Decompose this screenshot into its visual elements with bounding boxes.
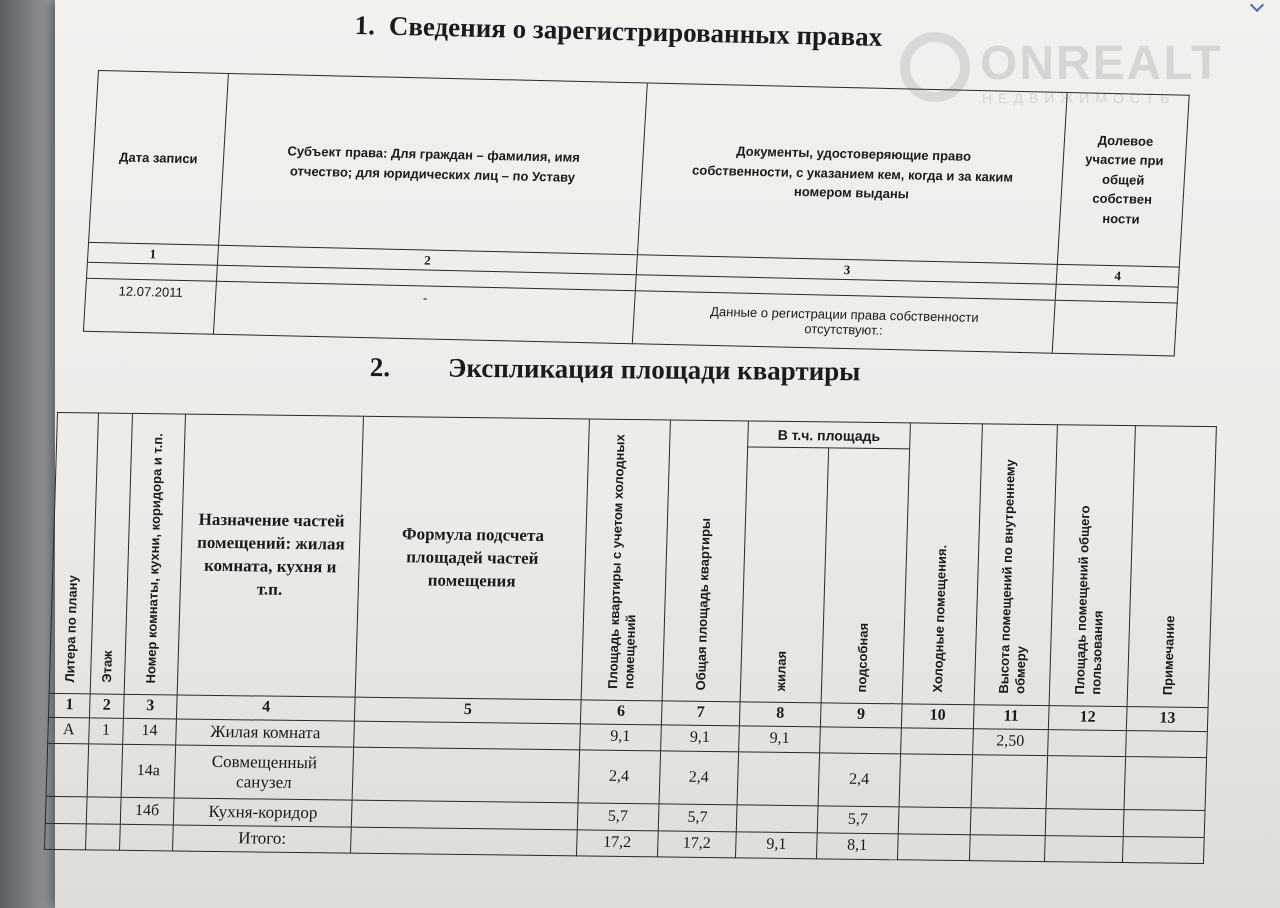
watermark-sub-text: НЕДВИЖИМОСТЬ [982, 90, 1176, 106]
header-purpose: Назначение частей помещений: жилая комната, кухня и т.п. [177, 414, 363, 697]
col-number: 10 [901, 704, 974, 728]
header-auxiliary: подсобная [821, 448, 909, 704]
cell-cold [900, 727, 973, 754]
header-living: жилая [740, 447, 828, 703]
cell-room: 14б [120, 797, 175, 824]
cell-name: Жилая комната [176, 719, 355, 748]
corner-mark-icon [1250, 0, 1264, 12]
total-label: Итого: [173, 824, 352, 853]
col-number: 1 [87, 243, 218, 265]
cell-living: 9,1 [739, 725, 820, 752]
cell-cold [898, 807, 971, 834]
total-living: 9,1 [736, 831, 817, 858]
cell-cold [899, 754, 973, 808]
header-date: Дата записи [89, 71, 229, 246]
col-number: 9 [820, 703, 901, 727]
cell-height: 2,50 [973, 728, 1048, 755]
cell-aux: 2,4 [818, 753, 900, 807]
col-number: 11 [973, 705, 1048, 729]
cell-note [1124, 757, 1206, 811]
row-share [1052, 300, 1177, 356]
header-subject: Субъект права: Для граждан – фамилия, имя отчество; для юридических лиц – по Уставу [218, 73, 647, 255]
cell-aux [820, 726, 901, 753]
cell-total: 2,4 [659, 751, 739, 805]
rights-table [83, 70, 1190, 356]
cell-floor [87, 797, 121, 824]
header-area-with-cold: Площадь квартиры с учетом холодных помещений [581, 419, 670, 701]
col-number: 4 [1056, 265, 1179, 287]
section2-title: Экспликация площади квартиры [447, 352, 861, 387]
cell-living [736, 805, 817, 832]
header-floor: Этаж [91, 413, 132, 694]
cell-common [1045, 809, 1124, 836]
col-number: 8 [740, 702, 821, 726]
row-documents: Данные о регистрации права собственности отсутствуют.: [633, 291, 1056, 353]
section1-number: 1. [354, 10, 376, 41]
cell-area-cold: 2,4 [578, 750, 660, 804]
cell-formula [354, 721, 580, 750]
header-note: Примечание [1127, 426, 1216, 708]
col-number: 3 [637, 255, 1058, 284]
cell-formula [351, 827, 577, 856]
row-date: 12.07.2011 [83, 278, 216, 334]
cell-aux: 5,7 [817, 806, 898, 833]
cell-height [971, 755, 1047, 809]
cell-floor [87, 744, 122, 797]
col-number: 4 [177, 695, 356, 721]
cell-room: 14 [122, 718, 177, 745]
header-incl-area: В т.ч. площадь [748, 421, 910, 449]
col-number: 7 [661, 701, 740, 725]
cell-formula [352, 800, 578, 829]
col-number: 13 [1127, 707, 1209, 731]
cell-formula [352, 747, 579, 803]
cell-litera: А [48, 717, 90, 744]
section2-heading [370, 352, 861, 387]
watermark-main-text: ONREALT [980, 37, 1223, 90]
section1-title: Сведения о зарегистрированных правах [388, 10, 883, 52]
cell-note [1123, 810, 1205, 837]
total-total: 17,2 [657, 830, 736, 857]
cell-living [737, 752, 819, 806]
header-documents: Документы, удостоверяющие право собственности, с указанием кем, когда и за каким номером выданы [638, 83, 1067, 265]
cell-height [970, 808, 1045, 835]
cell-area-cold: 5,7 [577, 803, 658, 830]
cell-total: 9,1 [660, 724, 739, 751]
header-share: Долевое участие при общей собствен ности [1057, 92, 1189, 267]
header-formula: Формула подсчета площадей частей помещения [355, 416, 589, 700]
section2-number: 2. [369, 352, 391, 383]
cell-name: Кухня-коридор [174, 798, 353, 827]
header-common-area: Площадь помещений общего пользования [1049, 425, 1136, 707]
total-aux: 8,1 [816, 832, 897, 859]
col-number: 2 [217, 246, 638, 275]
header-cold: Холодные помещения. [902, 423, 983, 705]
cell-total: 5,7 [658, 804, 737, 831]
rights-header-row [89, 71, 1190, 268]
cell-litera [46, 743, 89, 796]
header-height: Высота помещений по внутреннему обмеру [974, 424, 1057, 706]
col-number: 6 [580, 700, 661, 724]
header-room-no: Номер комнаты, кухни, коридора и т.п. [124, 413, 186, 695]
cell-note [1126, 730, 1208, 757]
col-number: 5 [355, 697, 581, 723]
total-area-cold: 17,2 [576, 829, 657, 856]
cell-room: 14а [121, 744, 176, 798]
row-subject: - [213, 281, 635, 343]
col-number: 12 [1048, 706, 1127, 730]
header-litera: Литера по плану [49, 413, 99, 695]
col-number: 1 [48, 694, 90, 718]
cell-name: Совмещенный санузел [174, 745, 354, 800]
cell-litera [45, 796, 87, 823]
header-total-area: Общая площадь квартиры [662, 420, 749, 702]
col-number: 3 [123, 694, 177, 718]
cell-common [1046, 756, 1126, 810]
cell-floor: 1 [89, 717, 123, 744]
cell-area-cold: 9,1 [579, 723, 660, 750]
col-number: 2 [90, 694, 124, 718]
cell-common [1047, 729, 1126, 756]
explication-table [44, 412, 1217, 864]
